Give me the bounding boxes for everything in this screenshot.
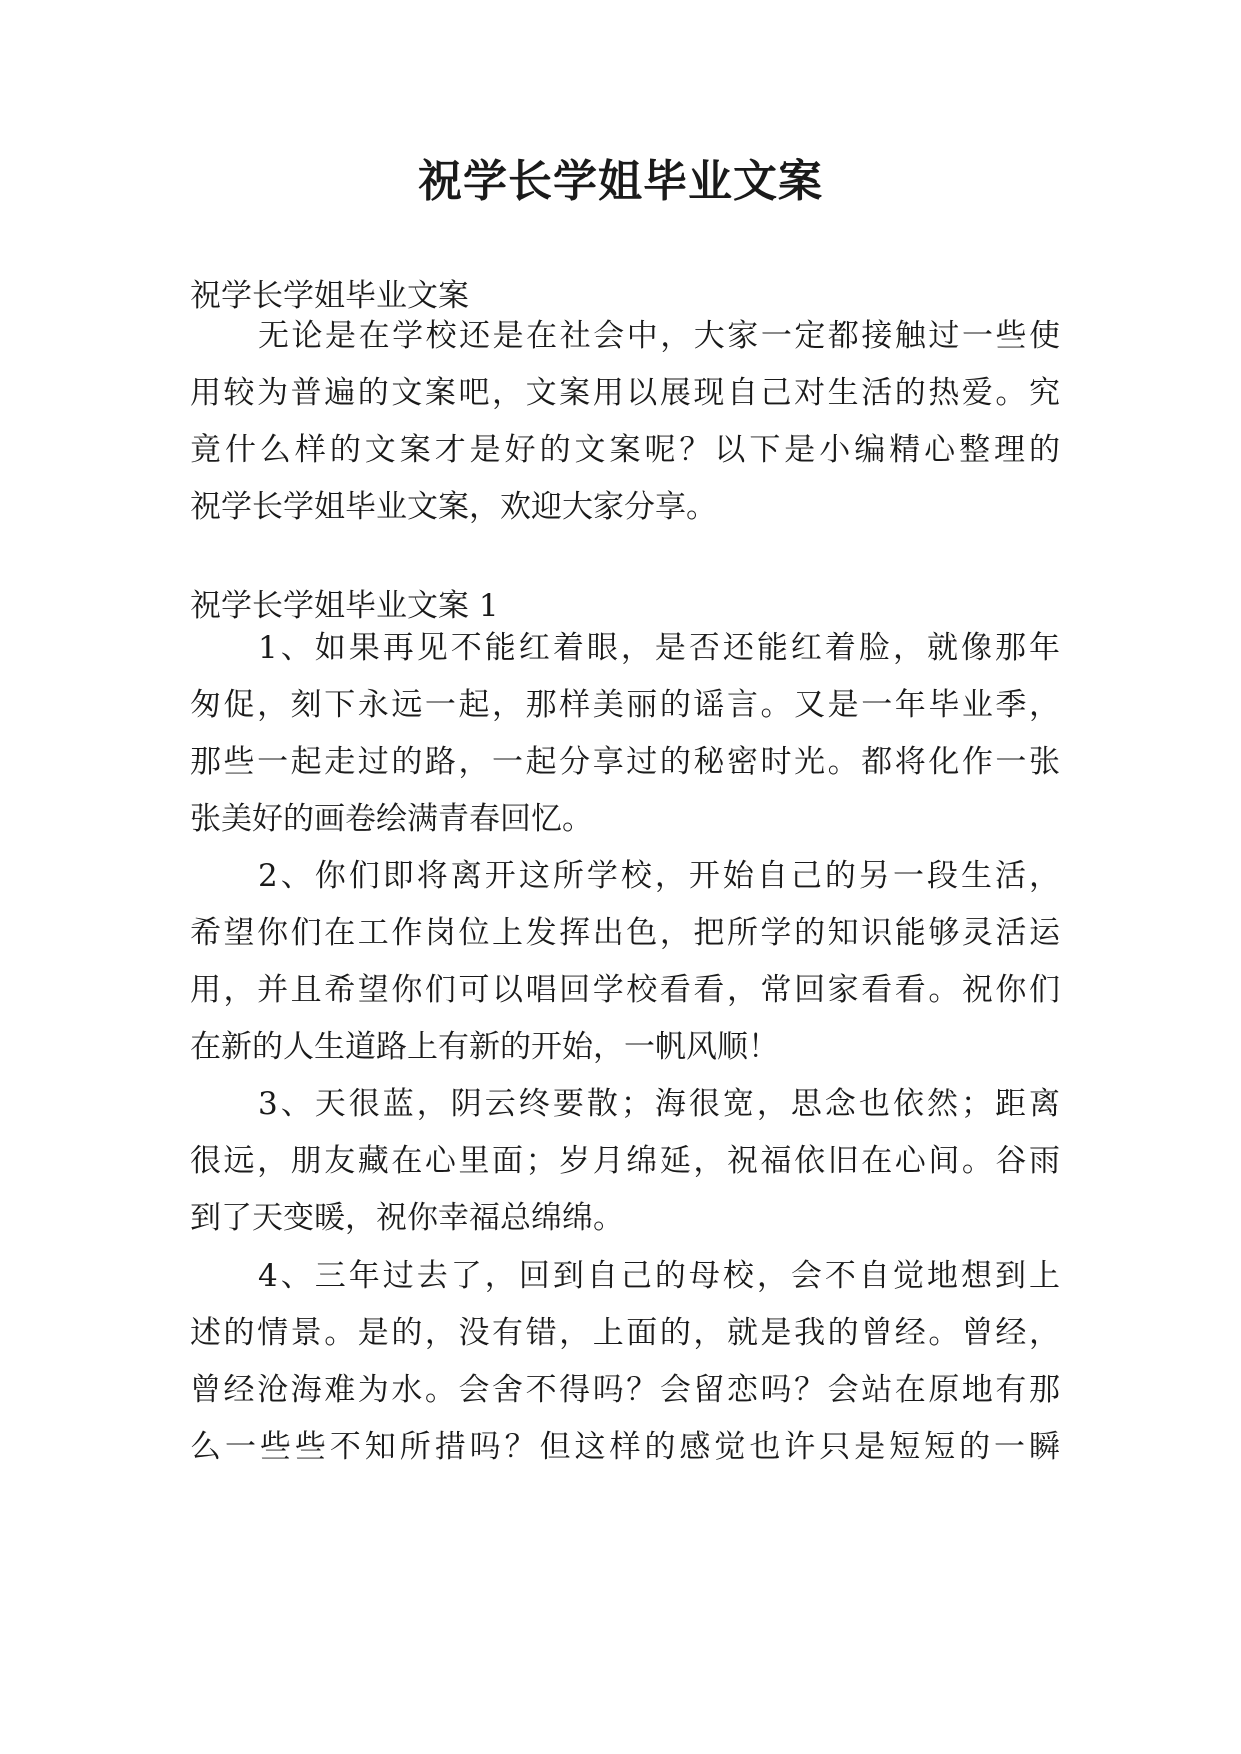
item-4-line: 么一些些不知所措吗？但这样的感觉也许只是短短的一瞬 [190, 1429, 1060, 1465]
item-1-line: 匆促，刻下永远一起，那样美丽的谣言。又是一年毕业季， [190, 687, 1060, 723]
section-heading: 祝学长学姐毕业文案 1 [190, 588, 499, 624]
item-2-line: 希望你们在工作岗位上发挥出色，把所学的知识能够灵活运 [190, 915, 1060, 951]
intro-heading: 祝学长学姐毕业文案 [190, 278, 469, 314]
item-3-line: 很远，朋友藏在心里面；岁月绵延，祝福依旧在心间。谷雨 [190, 1143, 1060, 1179]
item-4-line: 曾经沧海难为水。会舍不得吗？会留恋吗？会站在原地有那 [190, 1372, 1060, 1408]
document-title: 祝学长学姐毕业文案 [418, 156, 823, 207]
item-1-line: 张美好的画卷绘满青春回忆。 [190, 801, 593, 837]
item-3-line: 3、天很蓝，阴云终要散；海很宽，思念也依然；距离 [258, 1086, 1060, 1122]
item-4-line: 4、三年过去了，回到自己的母校，会不自觉地想到上 [258, 1258, 1060, 1294]
item-1-line: 1、如果再见不能红着眼，是否还能红着脸，就像那年 [258, 630, 1060, 666]
item-4-line: 述的情景。是的，没有错，上面的，就是我的曾经。曾经， [190, 1315, 1060, 1351]
item-2-line: 2、你们即将离开这所学校，开始自己的另一段生活， [258, 858, 1060, 894]
item-2-line: 用，并且希望你们可以唱回学校看看，常回家看看。祝你们 [190, 972, 1060, 1008]
intro-paragraph-line: 竟什么样的文案才是好的文案呢？以下是小编精心整理的 [190, 432, 1060, 468]
intro-paragraph-line: 无论是在学校还是在社会中，大家一定都接触过一些使 [258, 318, 1060, 354]
item-2-line: 在新的人生道路上有新的开始，一帆风顺！ [190, 1029, 779, 1065]
intro-paragraph-line: 用较为普遍的文案吧，文案用以展现自己对生活的热爱。究 [190, 375, 1060, 411]
intro-paragraph-line: 祝学长学姐毕业文案，欢迎大家分享。 [190, 489, 717, 525]
item-1-line: 那些一起走过的路，一起分享过的秘密时光。都将化作一张 [190, 744, 1060, 780]
item-3-line: 到了天变暖，祝你幸福总绵绵。 [190, 1200, 624, 1236]
